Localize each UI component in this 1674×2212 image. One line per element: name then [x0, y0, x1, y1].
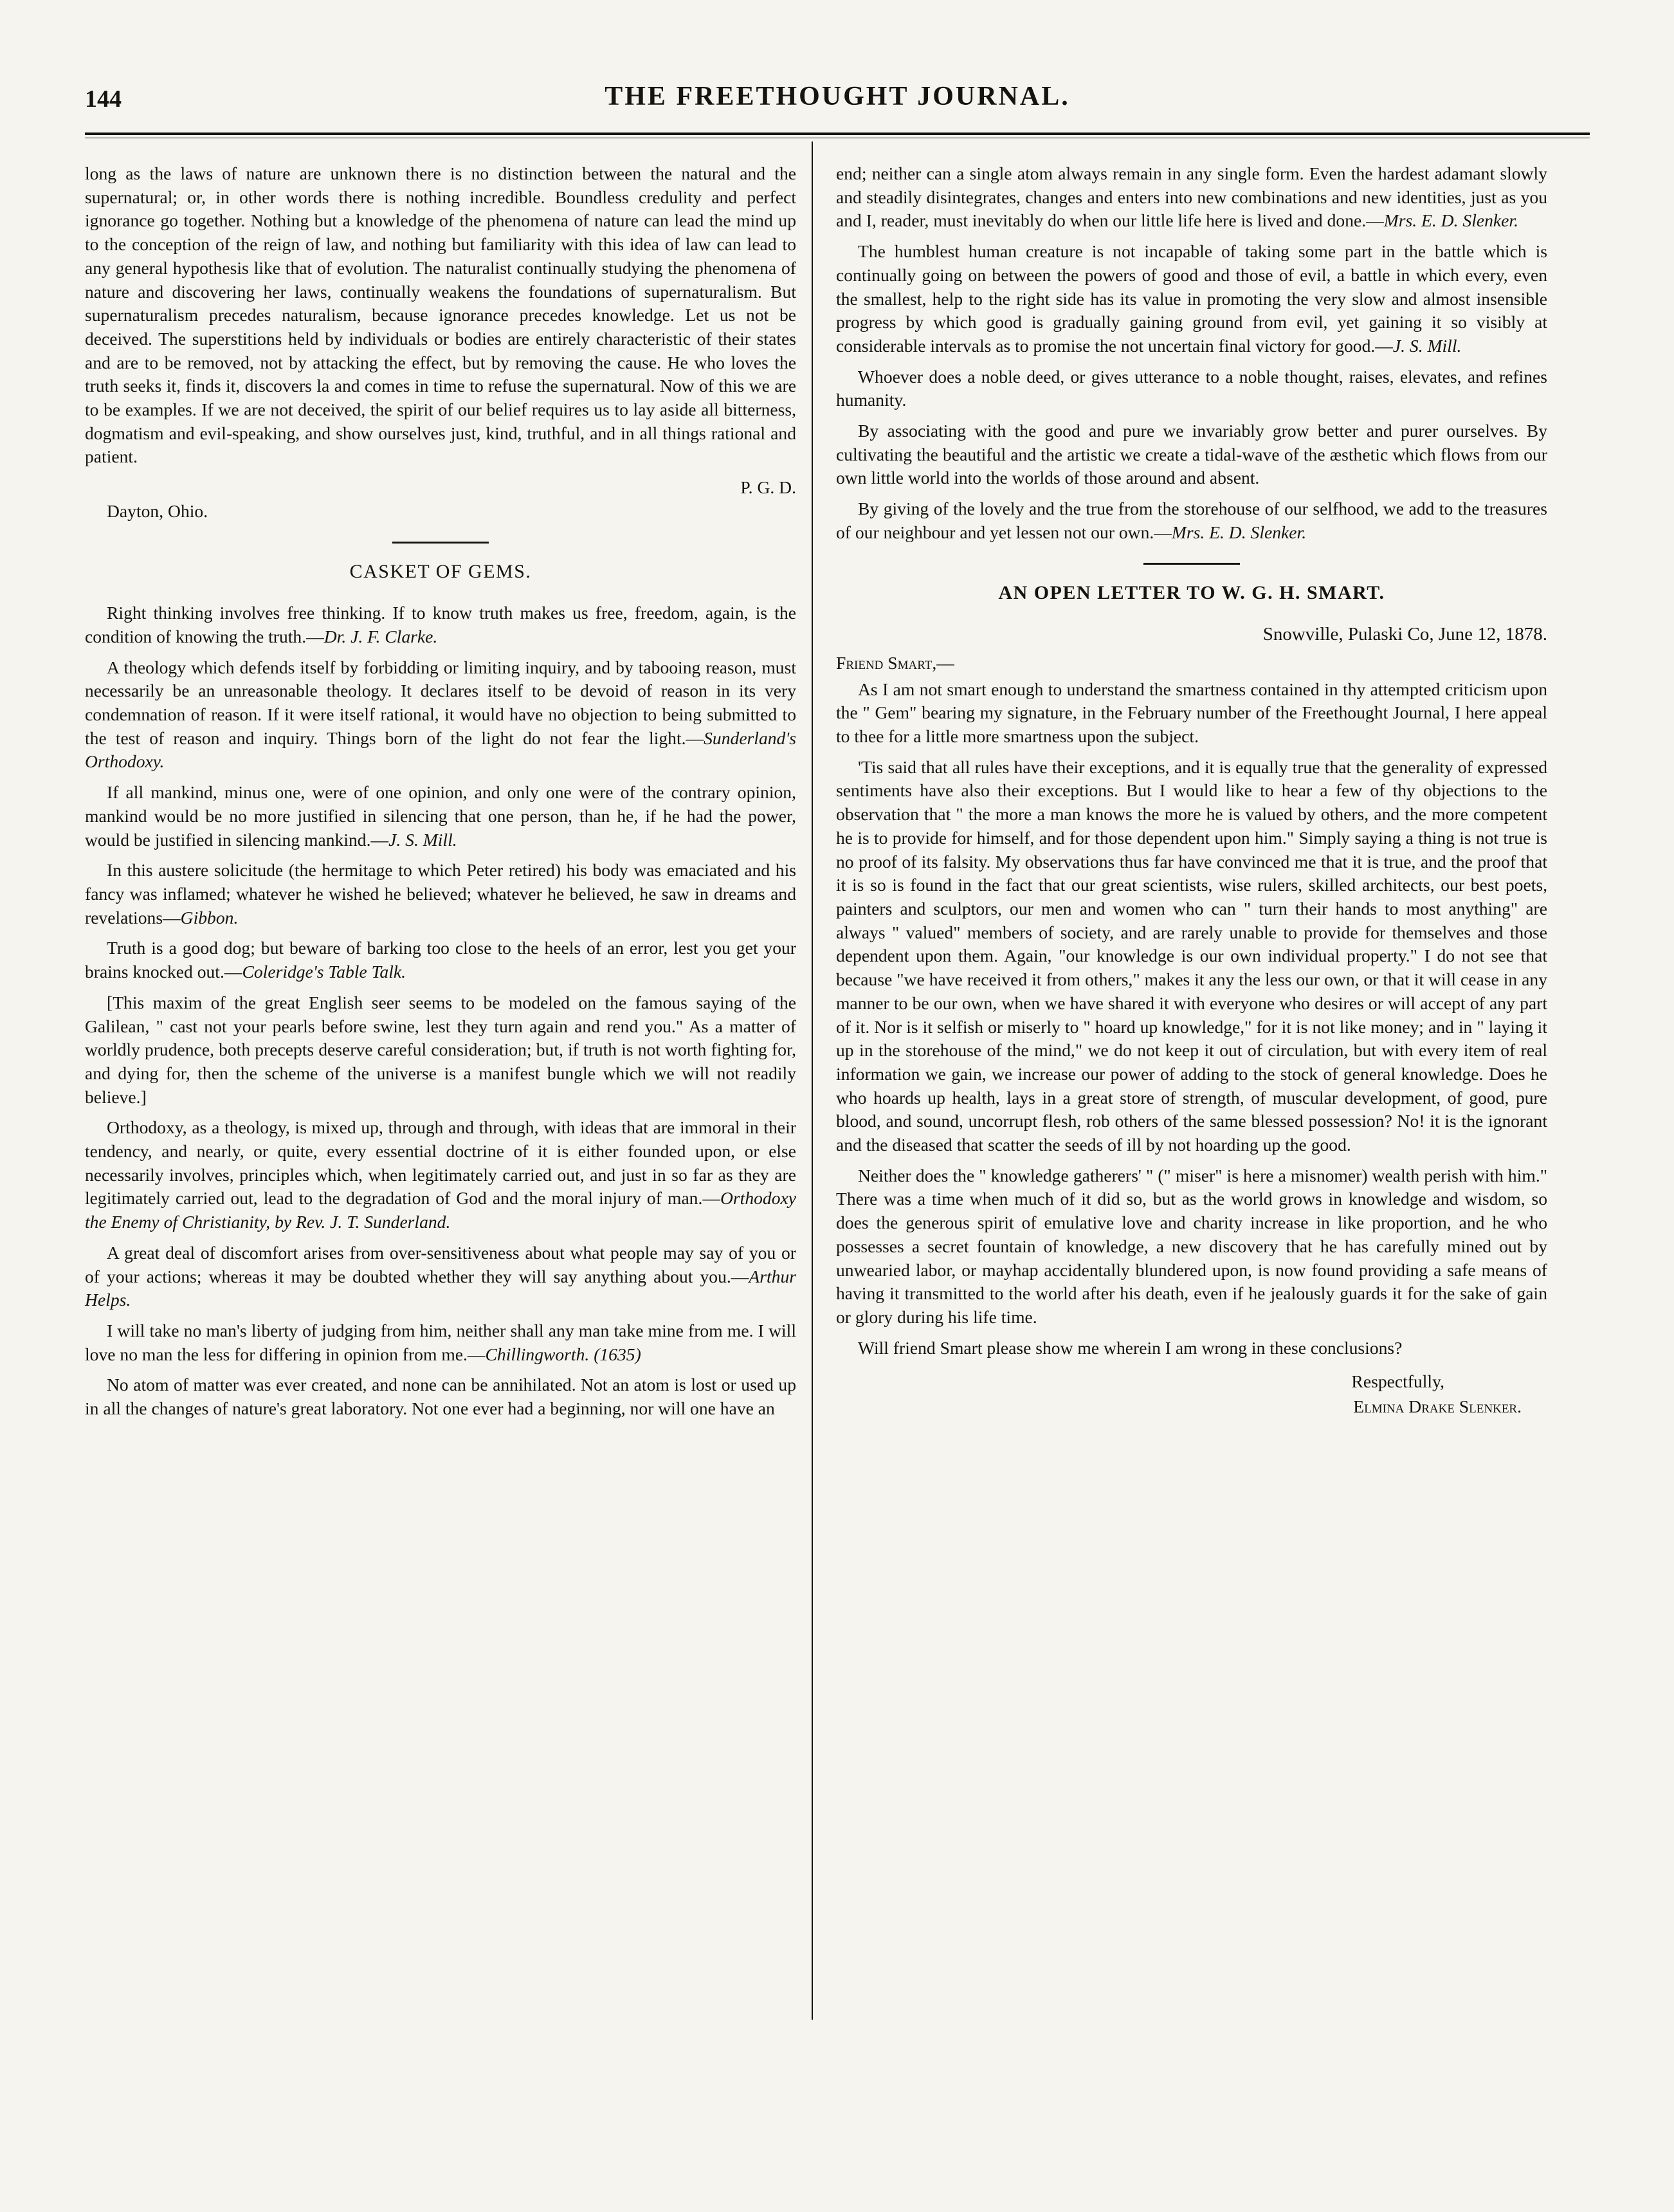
gem-attribution: Gibbon. — [180, 907, 239, 928]
continued-article-place: Dayton, Ohio. — [107, 500, 208, 521]
running-title: THE FREETHOUGHT JOURNAL. — [605, 82, 1070, 111]
gem-attribution: J. S. Mill. — [1392, 335, 1462, 356]
gem-paragraph: Right thinking involves free thinking. If to know truth makes us free, freedom, again, is the condition of knowing the truth.—Dr. J. F. Clarke. — [85, 603, 796, 646]
gem-attribution: Dr. J. F. Clarke. — [323, 626, 438, 646]
section-rule — [392, 542, 489, 544]
gem-attribution: Mrs. E. D. Slenker. — [1171, 522, 1307, 542]
letter-closing: Respectfully, — [1351, 1371, 1444, 1392]
gem-paragraph: In this austere solicitude (the hermitage to which Peter retired) his body was emaciated and his fancy was inflamed; whatever he wished he believed; whatever he believed, he saw in dreams and revelations—Gibbon. — [85, 860, 796, 928]
letter-paragraph: Neither does the " knowledge gatherers' " (" miser" is here a misnomer) wealth perish with him." There was a time when much of it did so, but as the world grows in knowledge and wisdom, so does the generous spirit of emulative love and charity increase in like proportion, and he who possesses a secret fountain of knowledge, a new discovery that he has carefully mined out by unwearied labor, or mayhap accidentally blundered upon, is now found providing a safe means of having it transmitted to the world after his death, even if he jealously guards it for the sake of gain or glory during his life time. — [836, 1165, 1547, 1327]
gem-paragraph: If all mankind, minus one, were of one opinion, and only one were of the contrary opinion, mankind would be no more justified in silencing that one person, than he, if he had the power, would be justified in silencing mankind.—J. S. Mill. — [85, 782, 796, 850]
gem-paragraph: By giving of the lovely and the true from the storehouse of our selfhood, we add to the treasures of our neighbour and yet lessen not our own.—Mrs. E. D. Slenker. — [836, 498, 1547, 542]
header-rule — [85, 133, 1590, 135]
right-column — [836, 162, 1547, 1419]
gem-attribution: Orthodoxy the Enemy of Christianity, by Rev. J. T. Sunderland. — [85, 1188, 796, 1232]
page-number: 144 — [85, 86, 122, 113]
gem-paragraph: end; neither can a single atom always remain in any single form. Even the hardest adamant slowly and steadily disintegrates, changes and enters into new combinations and new identities, just as you and I, reader, must inevitably do when our little life here is lived and done.—Mrs. E. D. Slenker. — [836, 163, 1547, 231]
gem-attribution: Arthur Helps. — [85, 1266, 796, 1310]
gems-list — [85, 601, 796, 1421]
gem-attribution: Mrs. E. D. Slenker. — [1383, 210, 1518, 231]
gem-paragraph: A great deal of discomfort arises from over-sensitiveness about what people may say of you or of your actions; whereas it may be doubted whether they will say anything about you.—Arthur Helps. — [85, 1242, 796, 1310]
letter-signature: Elmina Drake Slenker. — [1353, 1396, 1522, 1417]
gem-paragraph: A theology which defends itself by forbidding or limiting inquiry, and by tabooing reason, must necessarily be an unreasonable theology. It declares itself to be devoid of reason in its very condemnation of reason. If it were itself rational, it would have no objection to being submitted to the test of reason and inquiry. Things born of the light do not fear the light.—Sunderland's Orthodoxy. — [85, 657, 796, 772]
letter-paragraph: Will friend Smart please show me wherein I am wrong in these conclusions? — [858, 1337, 1403, 1358]
section-rule — [1143, 563, 1240, 565]
gem-paragraph: Orthodoxy, as a theology, is mixed up, through and through, with ideas that are immoral in their tendency, and nearly, or quite, every essential doctrine of it is either founded upon, or else necessarily involves, principles which, when legitimately carried out, and just in so far as they are legitimately carried out, lead to the degradation of God and the moral injury of man.—Orthodoxy the Enemy of Christianity, by Rev. J. T. Sunderland. — [85, 1117, 796, 1232]
letter-paragraph: As I am not smart enough to understand the smartness contained in thy attempted criticism upon the " Gem" bearing my signature, in the February number of the Freethought Journal, I here appeal to thee for a little more smartness upon the subject. — [836, 679, 1547, 747]
gem-paragraph: [This maxim of the great English seer seems to be modeled on the famous saying of the Galilean, " cast not your pearls before swine, lest they turn again and rend you." As a matter of worldly prudence, both precepts deserve careful consideration; but, if truth is not worth fighting for, and dying for, then the scheme of the universe is a manifest bungle which we will not readily believe.] — [85, 992, 796, 1107]
casket-heading: CASKET OF GEMS. — [349, 560, 532, 582]
left-column — [85, 162, 796, 1428]
letter-body — [836, 678, 1547, 1360]
letter-paragraph: 'Tis said that all rules have their exceptions, and it is equally true that the generality of expressed sentiments have also their exceptions. But I would like to hear a few of thy objections to the observation that " the more a man knows the more he is valued by others, and the more competent he is to provide for himself, and for those dependent upon him." Simply saying a thing is not true is no proof of its falsity. My observations thus far have convinced me that it is true, and the proof that it is so is found in the fact that our great scientists, wise rulers, skilled architects, our best poets, painters and sculptors, our men and women who can " turn their hands to most anything" are always " valued" members of society, and are rarely unable to provide for themselves and those dependent upon them. Again, "our knowledge is our own individual property." I do not see that because "we have received it from others," makes it any the less our own, or that it will cease in any manner to be our own, when we have shared it with everyone who desires or will accept of any part of it. Nor is it selfish or miserly to " hoard up knowledge," for it is not like money; and in " laying it up in the storehouse of the mind," we do not keep it out of circulation, but with every item of real information we gain, we increase our power of adding to the stock of general knowledge. Does he who hoards up health, lays in a great store of strength, of muscular development, of good, pure blood, and sound, uncorrupt flesh, rob others of the same blessed possession? No! it is the ignorant and the diseased that scatter the seeds of ill by not hoarding up the good. — [836, 756, 1547, 1155]
gem-attribution: Sunderland's Orthodoxy. — [85, 727, 796, 772]
gems-list-continued — [836, 162, 1547, 545]
gem-paragraph: I will take no man's liberty of judging from him, neither shall any man take mine from me. I will love no man the less for differing in opinion from me.—Chillingworth. (1635) — [85, 1320, 796, 1364]
gem-paragraph: Whoever does a noble deed, or gives utterance to a noble thought, raises, elevates, and refines humanity. — [836, 366, 1547, 410]
letter-dateline: Snowville, Pulaski Co, June 12, 1878. — [1262, 624, 1547, 645]
continued-article-signature: P. G. D. — [740, 477, 796, 498]
gem-attribution: J. S. Mill. — [388, 829, 457, 850]
page-header — [85, 77, 1590, 129]
continued-article-text: long as the laws of nature are unknown there is no distinction between the natural and the supernatural; or, in other words there is nothing incredible. Boundless credulity and perfect ignorance go together. Nothing but a knowledge of the phenomena of nature can lead the mind up to the conception of the reign of law, and nothing but familiarity with this idea of law can lead to any general hypothesis like that of evolution. The naturalist continually studying the phenomena of nature and discovering her laws, continually weakens the foundations of supernaturalism. But supernaturalism precedes naturalism, because ignorance precedes knowledge. Let us not be deceived. The superstitions held by individuals or bodies are entirely characteristic of their states and are to be removed, not by attacking the effect, but by removing the cause. He who loves the truth seeks it, finds it, discovers la and comes in time to refuse the supernatural. Now of this we are to be examples. If we are not deceived, the spirit of our belief requires us to lay aside all bitterness, dogmatism and evil-speaking, and show ourselves just, kind, truthful, and in all things rational and patient. — [85, 163, 796, 467]
gem-paragraph: Truth is a good dog; but beware of barking too close to the heels of an error, lest you get your brains knocked out.—Coleridge's Table Talk. — [85, 938, 796, 982]
gem-paragraph: No atom of matter was ever created, and none can be annihilated. Not an atom is lost or used up in all the changes of nature's great laboratory. Not one ever had a beginning, nor will one have an — [85, 1375, 796, 1419]
column-divider — [812, 142, 813, 2020]
gem-attribution: Chillingworth. (1635) — [485, 1344, 641, 1364]
letter-salutation: Friend Smart,— — [836, 652, 954, 673]
gem-attribution: Coleridge's Table Talk. — [242, 962, 406, 982]
gem-paragraph: By associating with the good and pure we invariably grow better and purer ourselves. By cultivating the beautiful and the artistic we create a tidal-wave of the æsthetic which flows from our own little world into the worlds of those around and absent. — [836, 421, 1547, 488]
gem-paragraph: The humblest human creature is not incapable of taking some part in the battle which is continually going on between the powers of good and those of evil, a battle in which every, even the smallest, help to the right side has its value in promoting the very slow and almost insensible progress by which good is gradually gaining ground from evil, yet gaining it so visibly at considerable intervals as to promise the not uncertain final victory for good.—J. S. Mill. — [836, 241, 1547, 356]
letter-heading: AN OPEN LETTER TO W. G. H. SMART. — [998, 581, 1385, 603]
